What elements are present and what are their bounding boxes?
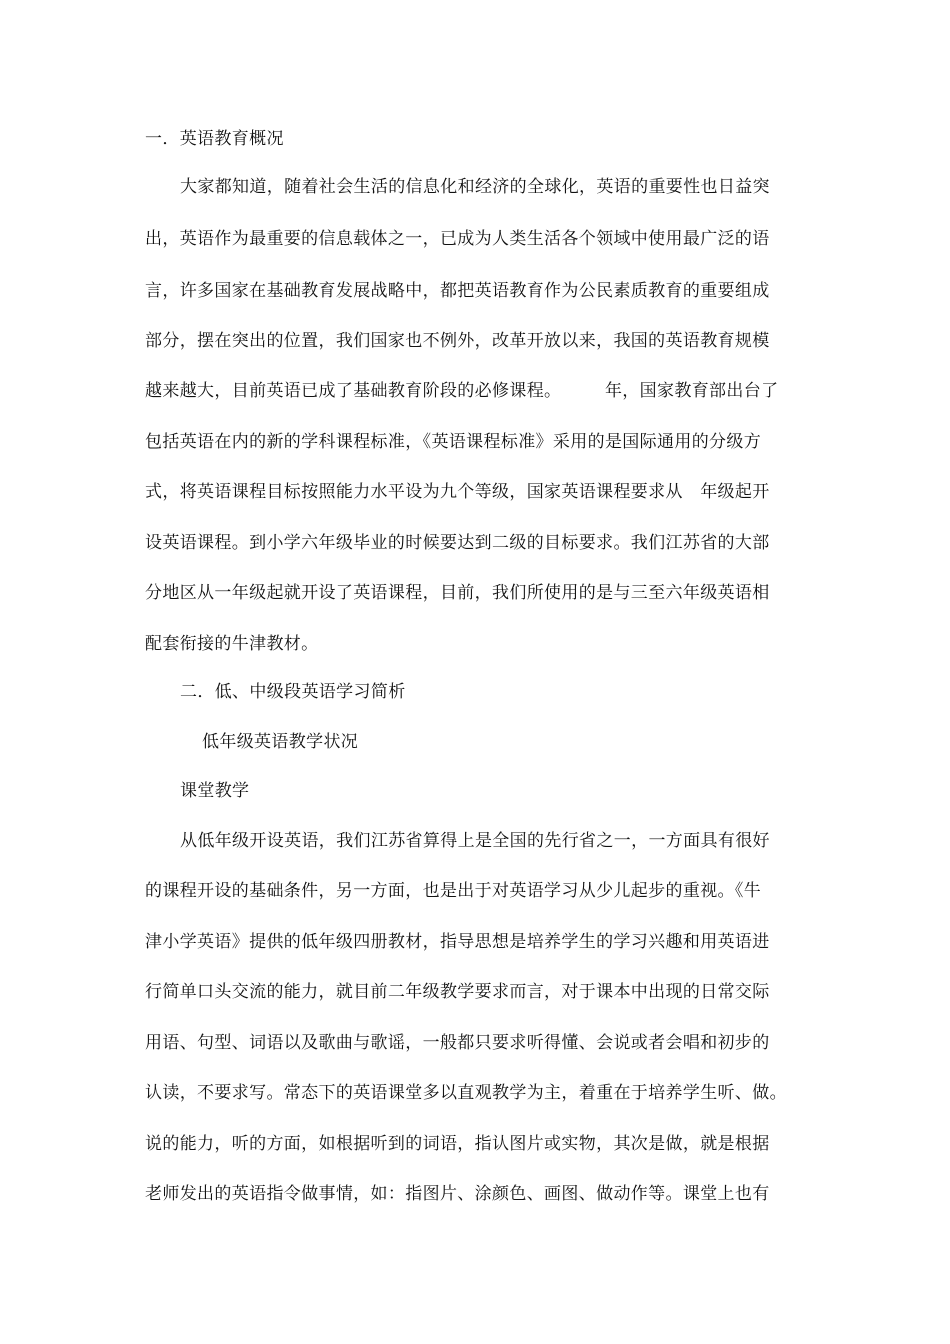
paragraph-line: 的课程开设的基础条件，另一方面，也是出于对英语学习从少儿起步的重视。《牛 <box>145 881 762 901</box>
subsubheading: 课堂教学 <box>180 781 250 801</box>
paragraph-line: 包括英语在内的新的学科课程标准，《英语课程标准》采用的是国际通用的分级方 <box>145 432 762 452</box>
paragraph-line: 配套衔接的牛津教材。 <box>145 634 319 654</box>
paragraph-line: 行简单口头交流的能力，就目前二年级教学要求而言，对于课本中出现的日常交际 <box>145 982 770 1002</box>
paragraph-line: 说的能力，听的方面，如根据听到的词语，指认图片或实物，其次是做，就是根据 <box>145 1134 770 1154</box>
paragraph-line: 老师发出的英语指令做事情，如：指图片、涂颜色、画图、做动作等。课堂上也有 <box>145 1184 770 1204</box>
paragraph-line: 用语、句型、词语以及歌曲与歌谣，一般都只要求听得懂、会说或者会唱和初步的 <box>145 1033 770 1053</box>
paragraph-line: 言，许多国家在基础教育发展战略中，都把英语教育作为公民素质教育的重要组成 <box>145 281 770 301</box>
paragraph-line: 越来越大，目前英语已成了基础教育阶段的必修课程。 年，国家教育部出台了 <box>145 381 779 401</box>
paragraph-line: 从低年级开设英语，我们江苏省算得上是全国的先行省之一，一方面具有很好 <box>180 831 770 851</box>
paragraph-line: 部分，摆在突出的位置，我们国家也不例外，改革开放以来，我国的英语教育规模 <box>145 331 770 351</box>
paragraph-line: 出，英语作为最重要的信息载体之一，已成为人类生活各个领域中使用最广泛的语 <box>145 229 770 249</box>
paragraph-line: 大家都知道，随着社会生活的信息化和经济的全球化，英语的重要性也日益突 <box>180 177 770 197</box>
paragraph-line: 认读，不要求写。常态下的英语课堂多以直观教学为主，着重在于培养学生听、做。 <box>145 1083 787 1103</box>
section-heading-2: 二．低、中级段英语学习简析 <box>180 682 406 702</box>
paragraph-line: 设英语课程。到小学六年级毕业的时候要达到二级的目标要求。我们江苏省的大部 <box>145 533 770 553</box>
subheading: 低年级英语教学状况 <box>202 732 359 752</box>
paragraph-line: 分地区从一年级起就开设了英语课程，目前，我们所使用的是与三至六年级英语相 <box>145 583 770 603</box>
section-heading-1: 一．英语教育概况 <box>145 129 284 149</box>
paragraph-line: 津小学英语》提供的低年级四册教材，指导思想是培养学生的学习兴趣和用英语进 <box>145 932 770 952</box>
paragraph-line: 式，将英语课程目标按照能力水平设为九个等级，国家英语课程要求从 年级起开 <box>145 482 770 502</box>
